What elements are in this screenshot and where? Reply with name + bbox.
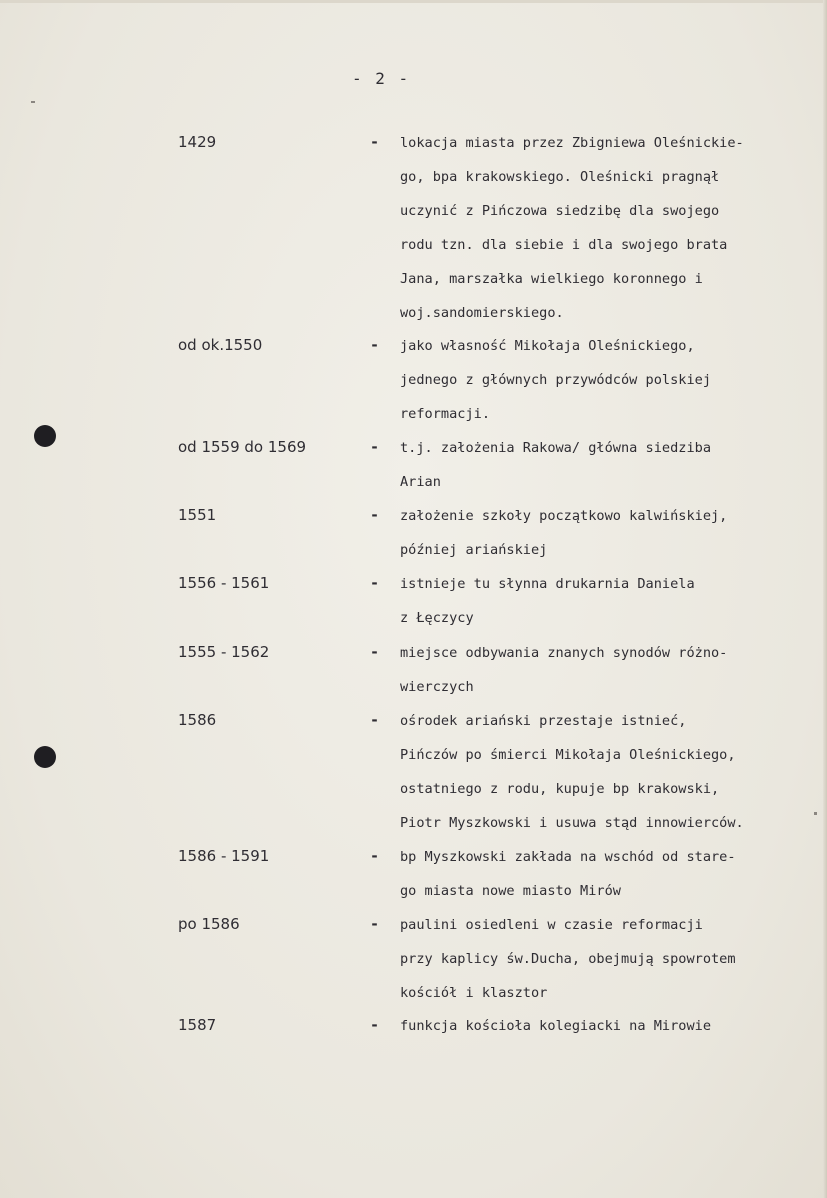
description-line: istnieje tu słynna drukarnia Daniela [400, 576, 695, 592]
entry-description [400, 336, 827, 438]
description-line: ostatniego z rodu, kupuje bp krakowski, [400, 781, 720, 797]
description-line: go, bpa krakowskiego. Oleśnicki pragnął [400, 169, 720, 185]
description-line: później ariańskiej [400, 542, 548, 558]
entry-dash: - [370, 643, 380, 661]
entry-date: po 1586 [178, 915, 240, 933]
entry-dash: - [370, 574, 380, 592]
description-line: założenie szkoły początkowo kalwińskiej, [400, 508, 728, 524]
entry-date: 1429 [178, 133, 217, 151]
entry-description [400, 847, 827, 915]
entry-description [400, 643, 827, 711]
description-line: Pińczów po śmierci Mikołaja Oleśnickiego, [400, 747, 736, 763]
entry-dash: - [370, 915, 380, 933]
entry-dash: - [370, 711, 380, 729]
entry-date: 1587 [178, 1016, 217, 1034]
description-line: Jana, marszałka wielkiego koronnego i [400, 271, 703, 287]
description-line: ośrodek ariański przestaje istnieć, [400, 713, 687, 729]
description-line: rodu tzn. dla siebie i dla swojego brata [400, 237, 728, 253]
entry-date: 1555 - 1562 [178, 643, 270, 661]
description-line: z Łęczycy [400, 610, 474, 626]
page-number: - 2 - [352, 69, 411, 88]
entry-dash: - [370, 506, 380, 524]
entry-description [400, 1016, 827, 1050]
entry-date: 1586 [178, 711, 217, 729]
description-line: Arian [400, 474, 441, 490]
entry-date: 1556 - 1561 [178, 574, 270, 592]
entry-date: 1586 - 1591 [178, 847, 270, 865]
entry-date: 1551 [178, 506, 217, 524]
description-line: t.j. założenia Rakowa/ główna siedziba [400, 440, 711, 456]
description-line: miejsce odbywania znanych synodów różno- [400, 645, 728, 661]
description-line: woj.sandomierskiego. [400, 305, 564, 321]
description-line: reformacji. [400, 406, 491, 422]
entry-dash: - [370, 438, 380, 456]
description-line: funkcja kościoła kolegiacki na Mirowie [400, 1018, 711, 1034]
description-line: bp Myszkowski zakłada na wschód od stare- [400, 849, 736, 865]
entry-description [400, 915, 827, 1017]
description-line: przy kaplicy św.Ducha, obejmują spowrotem [400, 951, 736, 967]
description-line: lokacja miasta przez Zbigniewa Oleśnickie- [400, 135, 744, 151]
entry-dash: - [370, 847, 380, 865]
entry-description [400, 438, 827, 506]
description-line: jako własność Mikołaja Oleśnickiego, [400, 338, 695, 354]
description-line: jednego z głównych przywódców polskiej [400, 372, 711, 388]
entry-dash: - [370, 1016, 380, 1034]
description-line: wierczych [400, 679, 474, 695]
description-line: go miasta nowe miasto Mirów [400, 883, 621, 899]
description-line: kościół i klasztor [400, 985, 548, 1001]
description-line: uczynić z Pińczowa siedzibę dla swojego [400, 203, 720, 219]
entry-dash: - [370, 133, 380, 151]
entry-date: od 1559 do 1569 [178, 438, 307, 456]
entry-description [400, 133, 827, 337]
entry-description [400, 574, 827, 642]
entry-description [400, 711, 827, 847]
description-line: Piotr Myszkowski i usuwa stąd innowierców. [400, 815, 744, 831]
entry-date: od ok.1550 [178, 336, 263, 354]
entry-dash: - [370, 336, 380, 354]
entry-description [400, 506, 827, 574]
description-line: paulini osiedleni w czasie reformacji [400, 917, 703, 933]
